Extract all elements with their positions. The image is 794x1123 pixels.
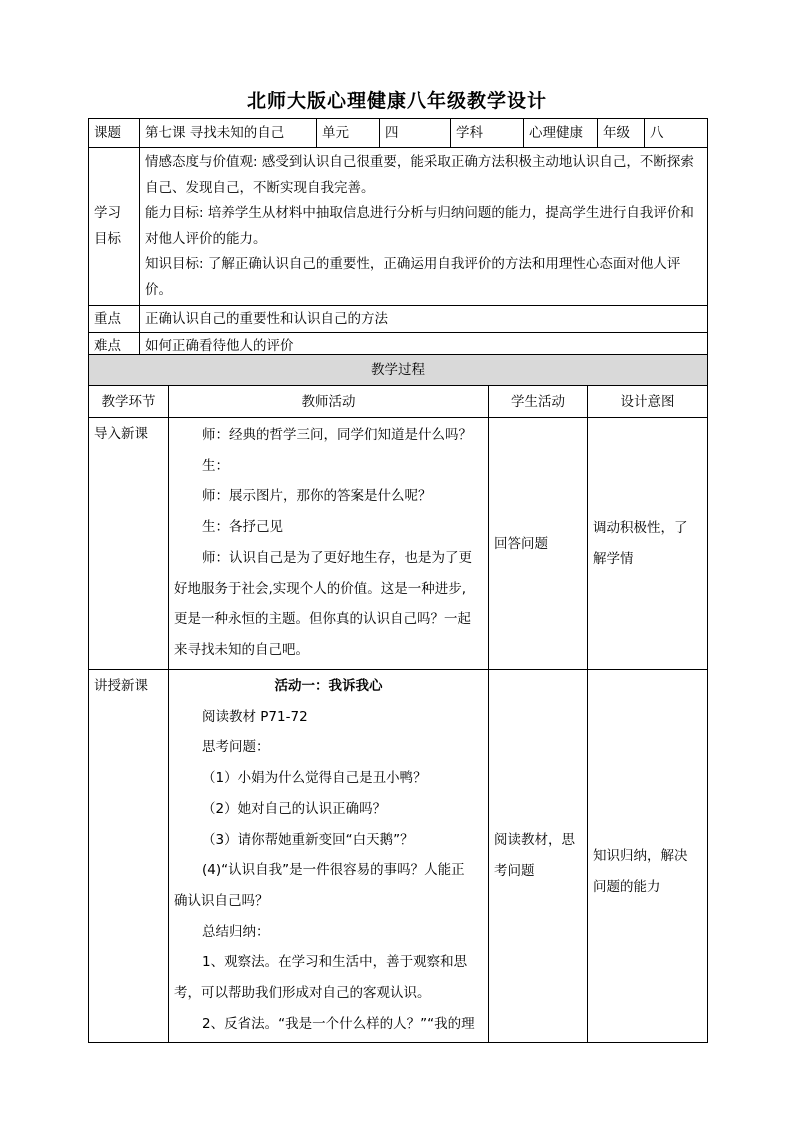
grade-value: 八	[645, 119, 708, 148]
column-student: 学生活动	[489, 386, 588, 418]
stage-new-lesson: 讲授新课	[89, 670, 169, 1043]
topic-value: 第七课 寻找未知的自己	[140, 119, 317, 148]
table-row	[89, 670, 708, 1043]
objectives-label: 学习 目标	[89, 148, 140, 306]
unit-value: 四	[380, 119, 451, 148]
teacher-activity-new-lesson: 活动一：我诉我心 阅读教材 P71-72 思考问题： （1）小娟为什么觉得自己是丑小鸭？ （2）她对自己的认识正确吗？ （3）请你帮她重新变回“白天鹅”？ (4)“认识自我”是一件很容易的事吗？人能正 确认识自己吗？ 总结归纳： 1、观察法。在学习和生活中，善于观察和思 考，可以帮助我们形成对自己的客观认识。 2、反省法。“我是一个什么样的人？”“我的理	[169, 670, 489, 1043]
table-row	[89, 418, 708, 670]
grade-label: 年级	[598, 119, 645, 148]
difficulty-label: 难点	[89, 333, 140, 360]
column-teacher: 教师活动	[169, 386, 489, 418]
difficulty-value: 如何正确看待他人的评价	[140, 333, 708, 360]
intent-new-lesson: 知识归纳，解决 问题的能力	[588, 670, 708, 1043]
teacher-activity-intro: 师：经典的哲学三问，同学们知道是什么吗？ 生： 师：展示图片，那你的答案是什么呢？ 生：各抒己见 师：认识自己是为了更好地生存，也是为了更 好地服务于社会,实现个人的价值。这是一种进步, 更是一种永恒的主题。但你真的认识自己吗？一起 来寻找未知的自己吧。	[169, 418, 489, 670]
key-point-value: 正确认识自己的重要性和认识自己的方法	[140, 306, 708, 333]
unit-label: 单元	[317, 119, 380, 148]
topic-label: 课题	[89, 119, 140, 148]
intent-intro: 调动积极性，了 解学情	[588, 418, 708, 670]
student-activity-new-lesson: 阅读教材，思 考问题	[489, 670, 588, 1043]
process-header: 教学过程	[89, 355, 708, 386]
process-columns-row	[89, 386, 708, 418]
key-point-label: 重点	[89, 306, 140, 333]
objective-ability: 能力目标: 培养学生从材料中抽取信息进行分析与归纳问题的能力，提高学生进行自我评价和对他人评价的能力。	[145, 205, 694, 247]
subject-value: 心理健康	[524, 119, 598, 148]
objective-attitude: 情感态度与价值观: 感受到认识自己很重要，能采取正确方法积极主动地认识自己，不断探索自己、发现自己，不断实现自我完善。	[145, 154, 694, 196]
lesson-info-table	[88, 118, 708, 360]
objective-knowledge: 知识目标: 了解正确认识自己的重要性，正确运用自我评价的方法和用理性心态面对他人评价。	[145, 256, 681, 298]
column-stage: 教学环节	[89, 386, 169, 418]
topic-row	[89, 119, 708, 148]
subject-label: 学科	[451, 119, 524, 148]
teaching-process-table	[88, 354, 708, 1043]
column-intent: 设计意图	[588, 386, 708, 418]
student-activity-intro: 回答问题	[489, 418, 588, 670]
stage-intro: 导入新课	[89, 418, 169, 670]
process-header-row	[89, 355, 708, 386]
key-point-row	[89, 306, 708, 333]
document-title: 北师大版心理健康八年级教学设计	[246, 90, 547, 112]
objectives-content	[140, 148, 708, 306]
objectives-row	[89, 148, 708, 306]
activity-title: 活动一：我诉我心	[274, 678, 383, 694]
